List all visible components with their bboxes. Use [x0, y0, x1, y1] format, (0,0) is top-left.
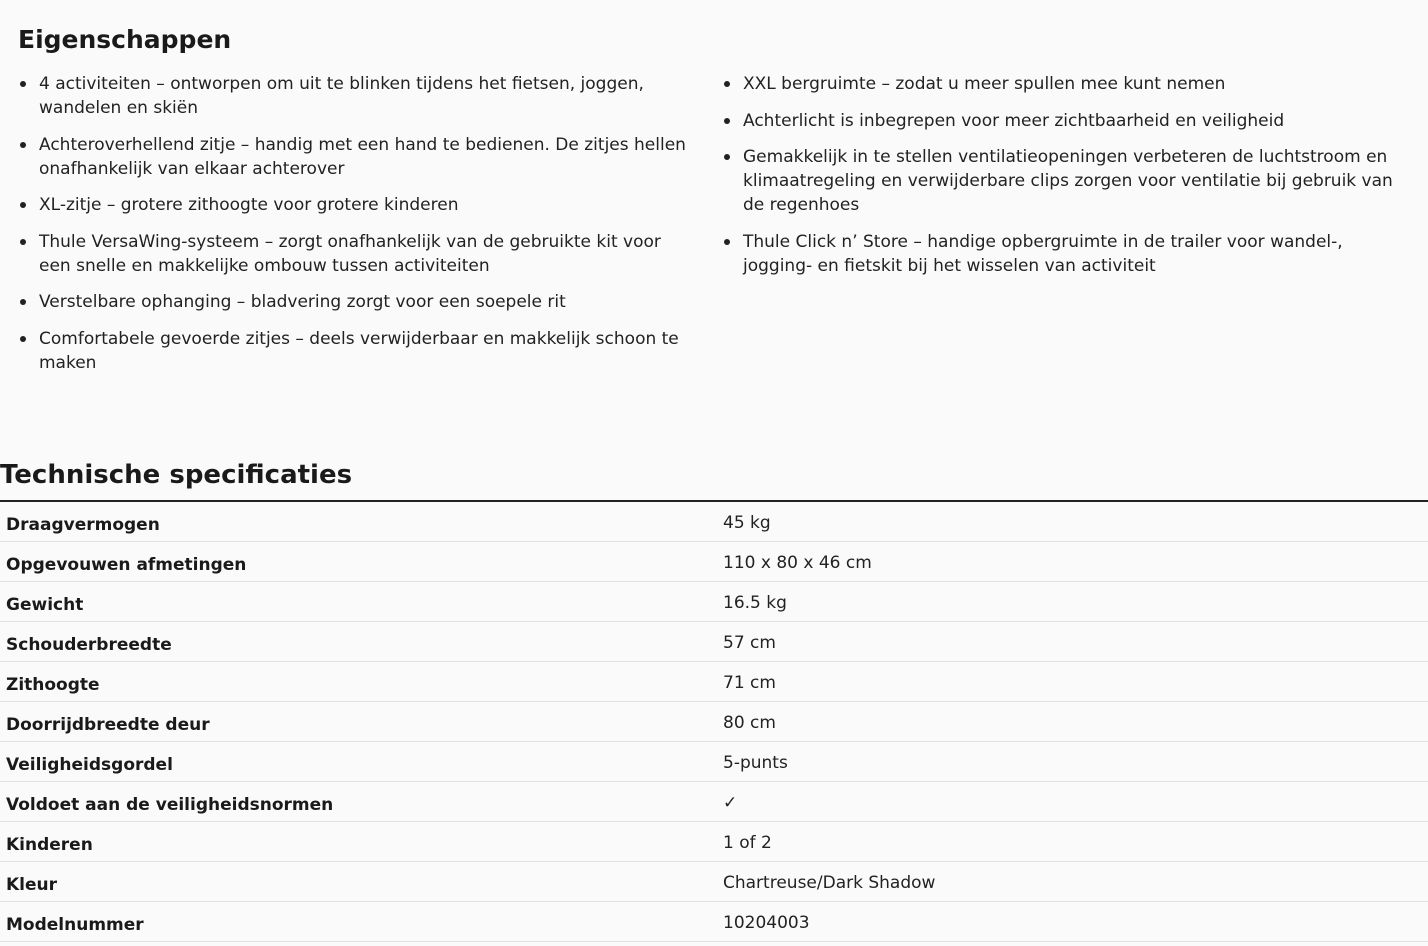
spec-label: Kinderen	[6, 834, 93, 855]
spec-label: Gewicht	[6, 594, 84, 615]
spec-row	[0, 901, 1428, 941]
features-list-left	[18, 72, 688, 387]
specs-table	[0, 500, 1428, 942]
spec-label: Opgevouwen afmetingen	[6, 554, 247, 575]
spec-row	[0, 501, 1428, 541]
check-icon: ✓	[723, 792, 738, 813]
spec-label: Modelnummer	[6, 914, 144, 935]
feature-item	[722, 145, 1402, 217]
spec-row	[0, 621, 1428, 661]
spec-label: Schouderbreedte	[6, 634, 172, 655]
spec-label: Draagvermogen	[6, 515, 160, 535]
feature-item	[18, 72, 688, 120]
spec-row	[0, 661, 1428, 701]
specs-title: Technische specificaties	[0, 460, 353, 490]
feature-item	[722, 109, 1402, 133]
feature-item	[18, 133, 688, 181]
spec-label: Veiligheidsgordel	[6, 754, 173, 775]
spec-value: 45 kg	[723, 513, 771, 533]
spec-value: 1 of 2	[723, 832, 772, 853]
feature-text: Verstelbare ophanging – bladvering zorgt voor een soepele rit	[39, 292, 566, 312]
feature-item	[722, 230, 1402, 278]
spec-row	[0, 821, 1428, 861]
bullet-icon	[20, 202, 26, 208]
features-list-right	[722, 72, 1402, 290]
features-title: Eigenschappen	[18, 25, 232, 54]
bullet-icon	[724, 118, 730, 124]
spec-value: 71 cm	[723, 672, 776, 693]
feature-text: Gemakkelijk in te stellen ventilatieopeningen verbeteren de luchtstroom en klimaatregeling en verwijderbare clips zorgen voor ventilatie bij gebruik van de regenhoes	[743, 147, 1393, 215]
bullet-icon	[20, 239, 26, 245]
spec-row	[0, 781, 1428, 821]
feature-item	[18, 230, 688, 278]
spec-row	[0, 861, 1428, 901]
bullet-icon	[724, 154, 730, 160]
spec-value: 16.5 kg	[723, 592, 787, 613]
feature-text: Achteroverhellend zitje – handig met een hand te bedienen. De zitjes hellen onafhankelijk van elkaar achterover	[39, 134, 686, 179]
feature-item	[18, 290, 688, 314]
feature-text: XL-zitje – grotere zithoogte voor grotere kinderen	[39, 195, 459, 215]
feature-item	[18, 193, 688, 217]
spec-row	[0, 581, 1428, 621]
feature-text: Thule VersaWing-systeem – zorgt onafhankelijk van de gebruikte kit voor een snelle en makkelijke ombouw tussen activiteiten	[39, 231, 661, 276]
spec-label: Doorrijdbreedte deur	[6, 714, 210, 735]
spec-row	[0, 701, 1428, 741]
spec-value: 57 cm	[723, 632, 776, 653]
bullet-icon	[20, 142, 26, 148]
feature-text: Achterlicht is inbegrepen voor meer zichtbaarheid en veiligheid	[743, 110, 1285, 131]
feature-item	[722, 72, 1402, 96]
spec-row	[0, 541, 1428, 581]
bullet-icon	[20, 81, 26, 87]
bullet-icon	[20, 336, 26, 342]
bullet-icon	[724, 81, 730, 87]
feature-text: XXL bergruimte – zodat u meer spullen mee kunt nemen	[743, 74, 1226, 94]
spec-label: Kleur	[6, 874, 58, 895]
spec-label: Zithoogte	[6, 674, 100, 695]
spec-value: 110 x 80 x 46 cm	[723, 552, 872, 573]
spec-label: Voldoet aan de veiligheidsnormen	[6, 794, 334, 815]
feature-text: Comfortabele gevoerde zitjes – deels verwijderbaar en makkelijk schoon te maken	[39, 328, 679, 373]
spec-value: Chartreuse/Dark Shadow	[723, 872, 936, 893]
bullet-icon	[20, 299, 26, 305]
feature-item	[18, 327, 688, 375]
bullet-icon	[724, 239, 730, 245]
feature-text: 4 activiteiten – ontworpen om uit te blinken tijdens het fietsen, joggen, wandelen en skiën	[39, 74, 644, 118]
spec-value: 80 cm	[723, 712, 776, 733]
spec-row	[0, 741, 1428, 781]
spec-value: 10204003	[723, 912, 810, 933]
feature-text: Thule Click n’ Store – handige opbergruimte in de trailer voor wandel-, jogging- en fietskit bij het wisselen van activiteit	[743, 231, 1343, 276]
spec-value: 5-punts	[723, 752, 788, 773]
